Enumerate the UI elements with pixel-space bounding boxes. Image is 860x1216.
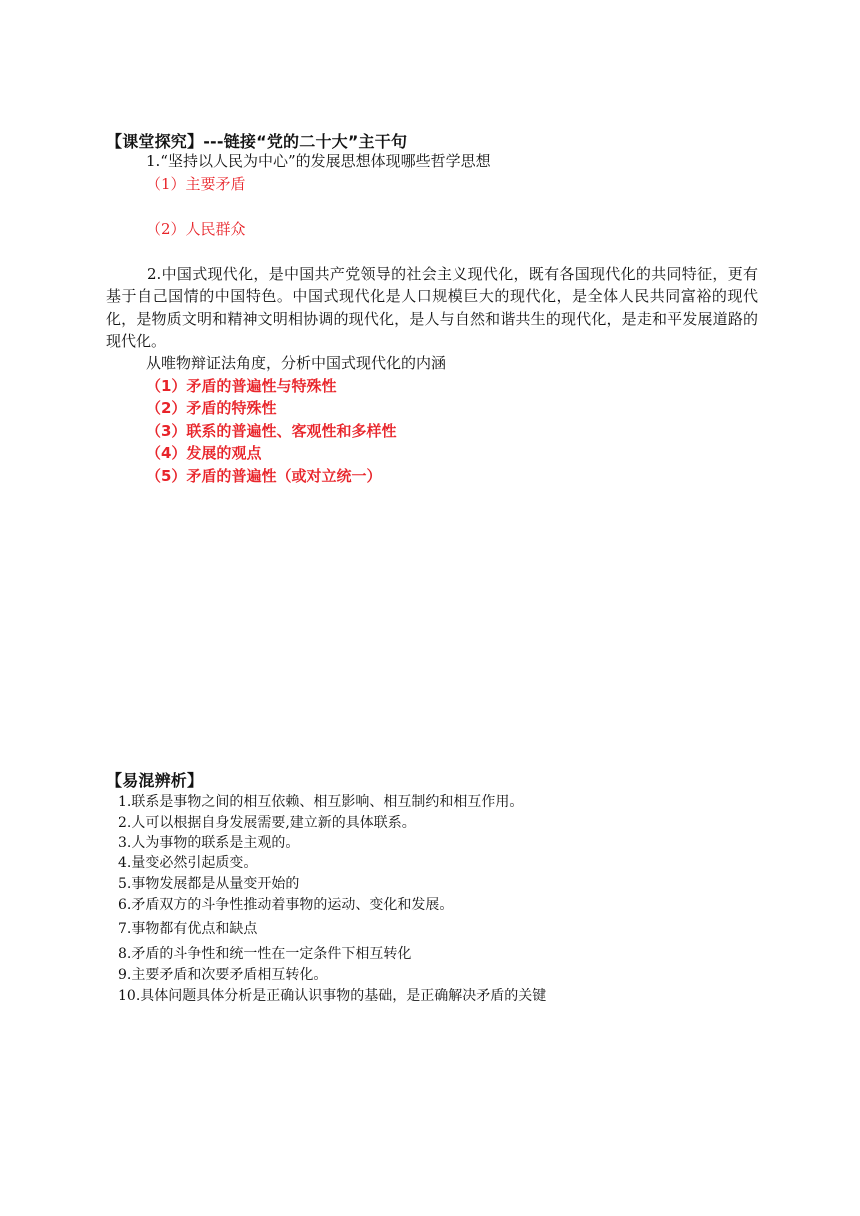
section-title-yihun: 【易混辨析】: [106, 771, 204, 790]
q2-answer-3: （3）联系的普遍性、客观性和多样性: [146, 422, 397, 440]
q2-answer-2: （2）矛盾的特殊性: [146, 399, 277, 417]
question-2-paragraph: 2.中国式现代化，是中国共产党领导的社会主义现代化，既有各国现代化的共同特征，更有基于自己国情的中国特色。中国式现代化是人口规模巨大的现代化，是全体人民共同富裕的现代化，是物质文明和精神文明相协调的现代化，是人与自然和谐共生的现代化，是走和平发展道路的现代化。: [106, 265, 758, 351]
q1-answer-2: （2）人民群众: [146, 220, 246, 238]
list-item-10: 10.具体问题具体分析是正确认识事物的基础，是正确解决矛盾的关键: [118, 988, 547, 1004]
list-item-9: 9.主要矛盾和次要矛盾相互转化。: [118, 967, 328, 983]
list-item-2: 2.人可以根据自身发展需要,建立新的具体联系。: [118, 815, 416, 831]
question-2-prompt: 从唯物辩证法角度，分析中国式现代化的内涵: [146, 354, 447, 372]
list-item-1: 1.联系是事物之间的相互依赖、相互影响、相互制约和相互作用。: [118, 794, 524, 810]
list-item-3: 3.人为事物的联系是主观的。: [118, 835, 300, 851]
question-1: 1.“坚持以人民为中心”的发展思想体现哪些哲学思想: [146, 152, 491, 170]
list-item-5: 5.事物发展都是从量变开始的: [118, 876, 300, 892]
list-item-7: 7.事物都有优点和缺点: [118, 921, 258, 937]
q2-answer-1: （1）矛盾的普遍性与特殊性: [146, 377, 337, 395]
q1-answer-1: （1）主要矛盾: [146, 175, 246, 193]
list-item-6: 6.矛盾双方的斗争性推动着事物的运动、变化和发展。: [118, 897, 454, 913]
list-item-8: 8.矛盾的斗争性和统一性在一定条件下相互转化: [118, 946, 412, 962]
list-item-4: 4.量变必然引起质变。: [118, 855, 258, 871]
q2-answer-4: （4）发展的观点: [146, 444, 262, 462]
q2-answer-5: （5）矛盾的普遍性（或对立统一）: [146, 467, 382, 485]
section-title-ketang: 【课堂探究】---链接“党的二十大”主干句: [106, 132, 408, 151]
